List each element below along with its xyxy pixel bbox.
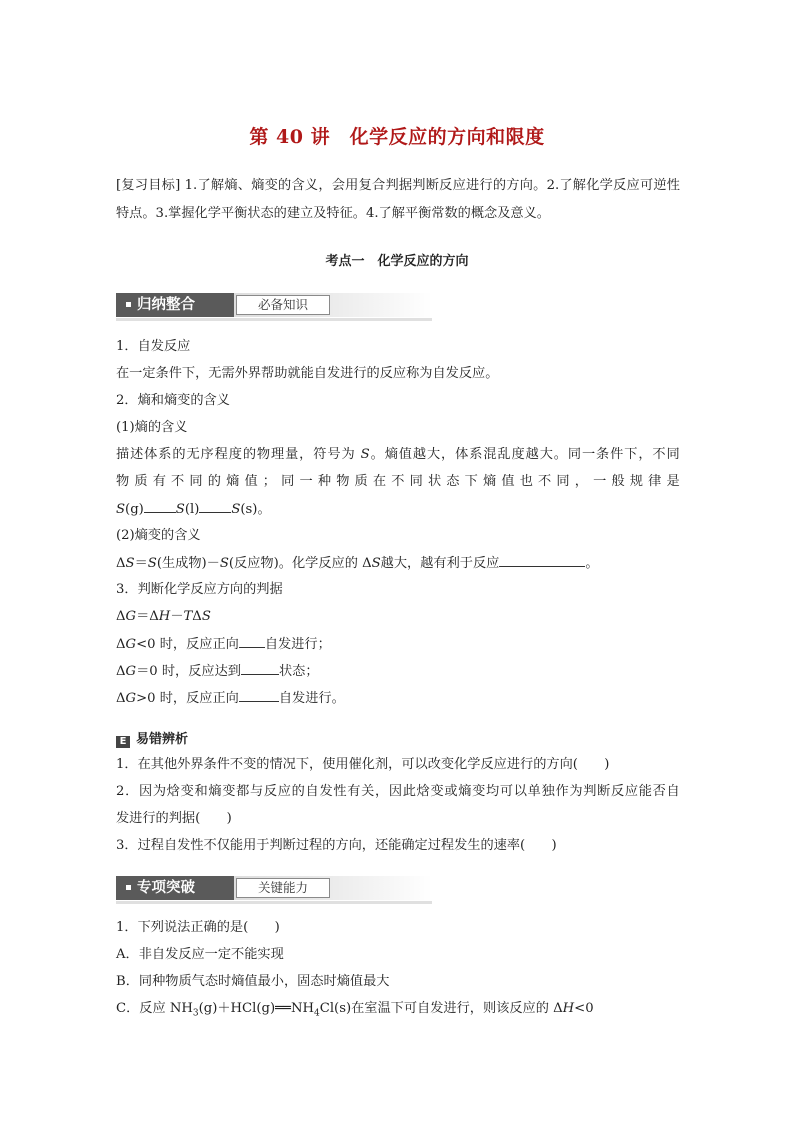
heading-criterion: 3．判断化学反应方向的判据 (116, 582, 283, 597)
question-1: 1．下列说法正确的是( ) (116, 920, 280, 935)
heading-spontaneous: 1．自发反应 (116, 339, 191, 354)
lecture-title: 第 40 讲 化学反应的方向和限度 (249, 126, 545, 148)
condition-negative: ΔG<0 时，反应正向 自发进行； (116, 634, 331, 655)
square-bullet-icon (126, 302, 131, 307)
heading-entropy-change: (2)熵变的含义 (116, 528, 201, 543)
condition-positive: ΔG>0 时，反应正向 自发进行。 (116, 688, 345, 709)
review-goals (116, 172, 680, 228)
heading-entropy-meaning: (1)熵的含义 (116, 420, 188, 435)
banner-tag: 必备知识 (236, 295, 330, 315)
banner-stripe (116, 318, 432, 321)
section-banner-breakthrough (116, 876, 432, 900)
square-bullet-icon (126, 885, 131, 890)
para-entropy-change: ΔS＝S(生成物)－S(反应物)。化学反应的 ΔS越大，越有利于反应 。 (116, 553, 599, 574)
banner-main: 归纳整合 (116, 293, 234, 317)
banner-stripe (116, 901, 432, 904)
option-b: B．同种物质气态时熵值最小，固态时熵值最大 (116, 974, 390, 989)
review-goals-label: [复习目标] (116, 178, 181, 193)
kaodian-title: 考点一 化学反应的方向 (325, 254, 469, 269)
banner-tag: 关键能力 (236, 878, 330, 898)
error-item-2b: 发进行的判据( ) (116, 811, 232, 826)
fill-blank-5[interactable] (241, 661, 279, 675)
option-a: A．非自发反应一定不能实现 (116, 947, 284, 962)
error-analysis-icon: E (116, 736, 130, 748)
fill-blank-1[interactable] (144, 499, 176, 513)
section-banner-induction (116, 293, 432, 317)
para-entropy-2: 物质有不同的熵值；同一种物质在不同状态下熵值也不同，一般规律是 (116, 474, 680, 489)
error-item-3: 3．过程自发性不仅能用于判断过程的方向，还能确定过程发生的速率( ) (116, 838, 557, 853)
option-c: C．反应 $NH_3(g)+HCl(g)══NH_4Cl(s)$在室温下可自发进行，则该反应的 ΔH<0 (116, 1001, 594, 1019)
error-analysis-heading: E 易错辨析 (116, 728, 188, 748)
formula-gibbs: ΔG＝ΔH－TΔS (116, 609, 211, 624)
fill-blank-6[interactable] (239, 688, 279, 702)
fill-blank-4[interactable] (239, 634, 265, 648)
para-entropy-1: 描述体系的无序程度的物理量，符号为 S。熵值越大，体系混乱度越大。同一条件下，不同 (116, 447, 680, 462)
review-goals-text: 1.了解熵、熵变的含义，会用复合判据判断反应进行的方向。2.了解化学反应可逆性特点。3.掌握化学平衡状态的建立及特征。4.了解平衡常数的概念及意义。 (116, 178, 680, 221)
heading-entropy: 2．熵和熵变的含义 (116, 393, 230, 408)
para-spontaneous: 在一定条件下，无需外界帮助就能自发进行的反应称为自发反应。 (116, 366, 499, 381)
condition-zero: ΔG＝0 时，反应达到 状态； (116, 661, 319, 682)
error-item-2a: 2．因为焓变和熵变都与反应的自发性有关，因此焓变或熵变均可以单独作为判断反应能否自 (116, 784, 680, 799)
fill-blank-3[interactable] (499, 553, 585, 567)
fill-blank-2[interactable] (199, 499, 231, 513)
error-item-1: 1．在其他外界条件不变的情况下，使用催化剂，可以改变化学反应进行的方向( ) (116, 757, 610, 772)
para-entropy-3: S(g) S(l) S(s)。 (116, 499, 271, 520)
banner-main: 专项突破 (116, 876, 234, 900)
